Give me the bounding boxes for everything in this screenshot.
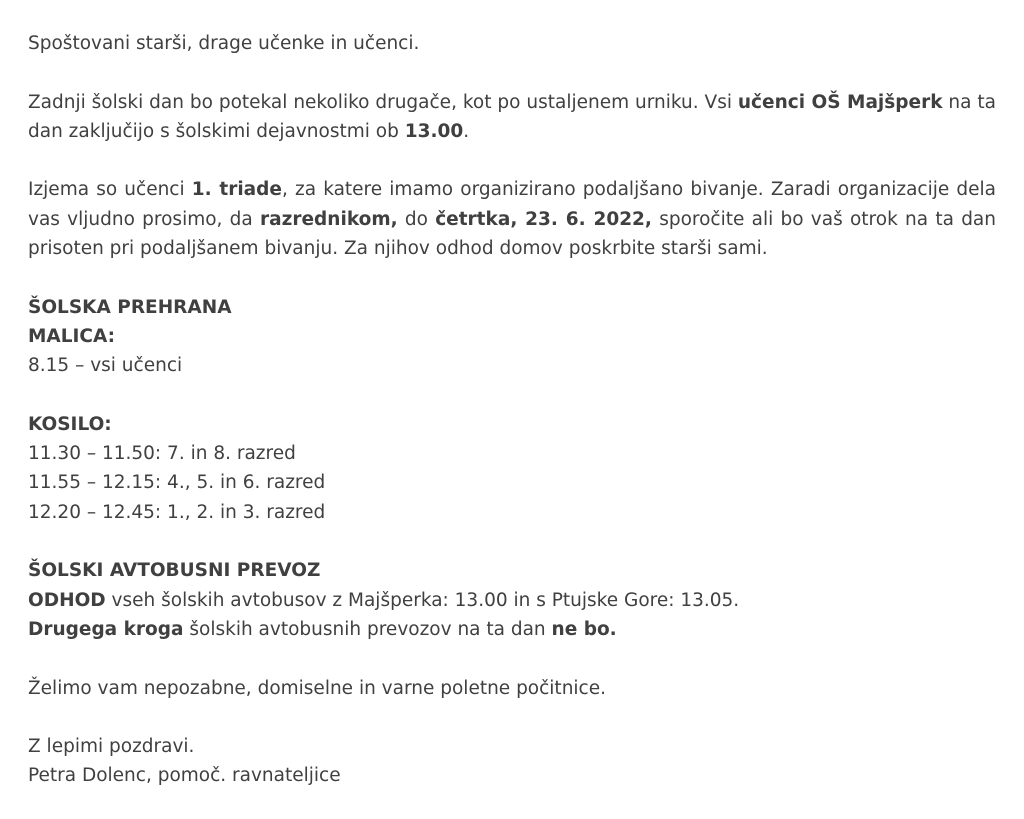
kosilo-section [28, 410, 996, 527]
intro-text-1: Zadnji šolski dan bo potekal nekoliko drugače, kot po ustaljenem urniku. Vsi [28, 91, 738, 113]
bus-departure-label: ODHOD [28, 589, 106, 611]
intro-text-2: na ta dan zaključijo s šolskimi dejavnostmi ob [28, 91, 996, 142]
kosilo-item: 12.20 – 12.45: 1., 2. in 3. razred [28, 501, 326, 523]
food-section [28, 293, 996, 381]
intro-paragraph [28, 88, 996, 147]
exception-teacher: razrednikom, [260, 208, 398, 230]
kosilo-item: 11.55 – 12.15: 4., 5. in 6. razred [28, 472, 326, 494]
bus-second-round-line [28, 615, 996, 644]
exception-text-2: , za katere imamo organizirano podaljšano bivanje. Zaradi organizacije dela vas vljudno prosimo, da [28, 179, 996, 230]
closing-section [28, 732, 996, 791]
bus-section [28, 556, 996, 644]
malica-heading: MALICA: [28, 325, 116, 347]
intro-text-3: . [463, 120, 470, 142]
closing-regards: Z lepimi pozdravi. [28, 736, 195, 758]
exception-text-4: sporočite ali bo vaš otrok na ta dan prisoten pri podaljšanem bivanju. Za njihov odhod domov poskrbite starši sami. [28, 208, 996, 260]
greeting-text: Spoštovani starši, drage učenke in učenci. [28, 33, 420, 54]
intro-end-time: 13.00 [404, 120, 464, 142]
bus-departure-text: vseh šolskih avtobusov z Majšperka: 13.00 in s Ptujske Gore: 13.05. [105, 589, 740, 611]
exception-text-3: do [397, 208, 436, 230]
bus-departure-line [28, 586, 996, 615]
bus-second-round-label: Drugega kroga [28, 618, 184, 640]
kosilo-heading: KOSILO: [28, 413, 112, 435]
kosilo-item: 11.30 – 11.50: 7. in 8. razred [28, 443, 296, 465]
bus-heading: ŠOLSKI AVTOBUSNI PREVOZ [28, 560, 321, 582]
bus-second-round-none: ne bo. [551, 618, 617, 640]
exception-paragraph [28, 175, 996, 263]
exception-text-1: Izjema so učenci [28, 179, 192, 201]
exception-triad: 1. triade [191, 179, 282, 201]
intro-school-name: učenci OŠ Majšperk [737, 91, 943, 113]
wish-text: Želimo vam nepozabne, domiselne in varne poletne počitnice. [28, 677, 606, 699]
malica-item: 8.15 – vsi učenci [28, 355, 183, 377]
food-heading: ŠOLSKA PREHRANA [28, 296, 232, 318]
closing-signature: Petra Dolenc, pomoč. ravnateljice [28, 765, 341, 787]
wish-paragraph [28, 674, 996, 703]
bus-second-round-text: šolskih avtobusnih prevozov na ta dan [183, 618, 552, 640]
greeting-paragraph [28, 29, 996, 58]
exception-deadline: četrtka, 23. 6. 2022, [435, 208, 652, 230]
